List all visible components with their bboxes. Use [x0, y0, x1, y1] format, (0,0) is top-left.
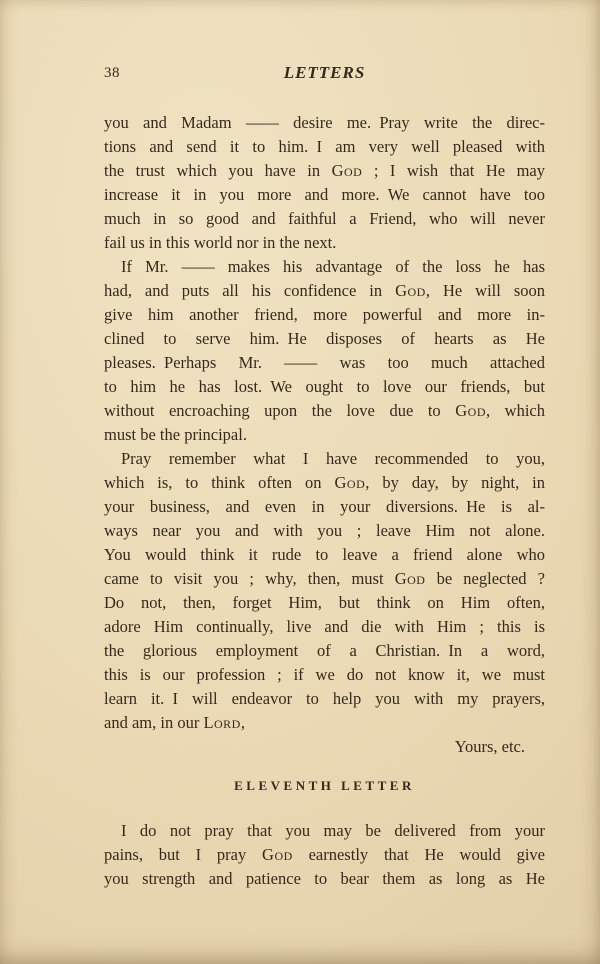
text-line: Pray remember what I have recommended to you,	[121, 449, 545, 468]
text-line: pleases. Perhaps Mr. —— was too much attached	[104, 353, 545, 372]
text-line: ELEVENTH LETTER	[234, 778, 415, 793]
text-line: you and Madam —— desire me. Pray write the direc-	[104, 113, 545, 132]
text-line: If Mr. —— makes his advantage of the loss he has	[121, 257, 545, 276]
text-line: without encroaching upon the love due to God, which	[104, 401, 545, 420]
smallcaps-word: Lord	[203, 713, 241, 732]
smallcaps-word: God	[395, 281, 426, 300]
page-body	[104, 111, 545, 891]
paragraph	[104, 255, 545, 447]
smallcaps-word: God	[334, 473, 366, 492]
text-line: learn it. I will endeavor to help you with my prayers,	[104, 689, 545, 708]
text-line: give him another friend, more powerful and more in-	[104, 305, 545, 324]
running-header	[104, 63, 545, 85]
text-line: tions and send it to him. I am very well pleased with	[104, 137, 545, 156]
text-line: I do not pray that you may be delivered from your	[121, 821, 545, 840]
smallcaps-word: God	[394, 569, 426, 588]
text-line: increase it in you more and more. We cannot have too	[104, 185, 545, 204]
smallcaps-word: God	[331, 161, 363, 180]
text-line: must be the principal.	[104, 425, 247, 444]
text-line: Do not, then, forget Him, but think on Him often,	[104, 593, 545, 612]
paragraph	[104, 447, 545, 735]
text-line: to him he has lost. We ought to love our friends, but	[104, 377, 545, 396]
text-line: you strength and patience to bear them as long as He	[104, 869, 545, 888]
text-line: fail us in this world nor in the next.	[104, 233, 337, 252]
section-heading	[104, 774, 545, 798]
text-line: and am, in our Lord,	[104, 713, 245, 732]
text-line: Yours, etc.	[454, 737, 525, 756]
smallcaps-word: God	[455, 401, 486, 420]
text-line: pains, but I pray God earnestly that He would give	[104, 845, 545, 864]
text-line: the glorious employment of a Christian. In a word,	[104, 641, 545, 660]
text-line: adore Him continually, live and die with Him ; this is	[104, 617, 545, 636]
text-line: which is, to think often on God, by day, by night, in	[104, 473, 546, 492]
text-line: much in so good and faithful a Friend, who will never	[104, 209, 545, 228]
text-line: the trust which you have in God ; I wish that He may	[104, 161, 545, 180]
page-number: 38	[104, 65, 120, 81]
running-head: LETTERS	[283, 63, 366, 82]
text-line: came to visit you ; why, then, must God be neglected ?	[104, 569, 545, 588]
text-line: clined to serve him. He disposes of hearts as He	[104, 329, 545, 348]
signoff	[104, 735, 545, 759]
text-line: had, and puts all his confidence in God, He will soon	[104, 281, 545, 300]
text-line: ways near you and with you ; leave Him not alone.	[104, 521, 545, 540]
text-line: You would think it rude to leave a friend alone who	[104, 545, 545, 564]
text-line: your business, and even in your diversions. He is al-	[104, 497, 545, 516]
text-line: this is our profession ; if we do not know it, we must	[104, 665, 545, 684]
smallcaps-word: God	[262, 845, 293, 864]
paragraph	[104, 819, 545, 891]
paragraph	[104, 111, 545, 255]
